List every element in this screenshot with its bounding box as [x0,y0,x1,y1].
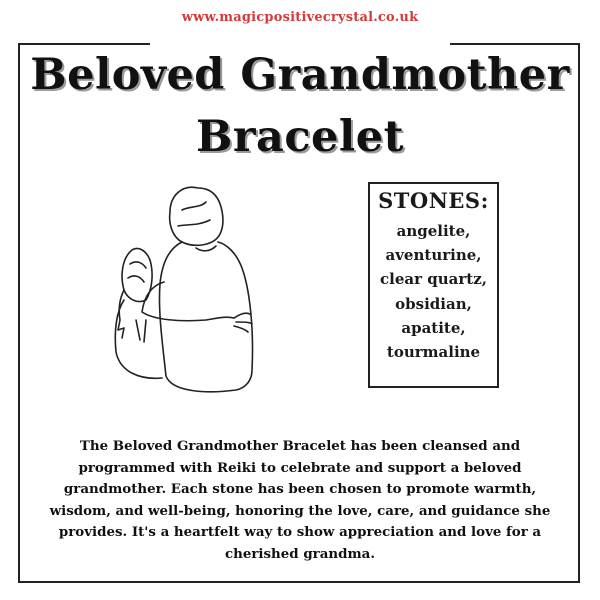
stone-item: angelite, [396,222,471,240]
website-url: www.magicpositivecrystal.co.uk [181,10,419,25]
stone-item: obsidian, [395,294,472,313]
stones-box [368,182,499,388]
page-title-line-2: Bracelet [196,112,404,162]
stones-list [370,219,497,364]
grandmother-hugging-child-icon [110,180,260,395]
grandmother-body [159,242,252,392]
stone-item: clear quartz, [380,270,487,289]
stone-item: aventurine, [385,246,482,265]
stone-item: tourmaline [386,343,481,362]
grandmother-hair [170,187,223,245]
page-title-line-1: Beloved Grandmother [30,50,570,100]
child-body [115,300,162,378]
child-braid [118,290,124,338]
description-paragraph: The Beloved Grandmother Bracelet has been cleansed and programmed with Reiki to celebrate and support a beloved grandmother. Each stone has been chosen to promote warmth, wisdom, and well-being, honoring the love, care, and guidance she provides. It's a heartfelt way to show appreciation and love for a cherished grandma. [49,438,551,562]
grandmother-arm [142,282,234,321]
stones-heading: STONES: [378,188,489,213]
stone-item: apatite, [401,318,466,337]
